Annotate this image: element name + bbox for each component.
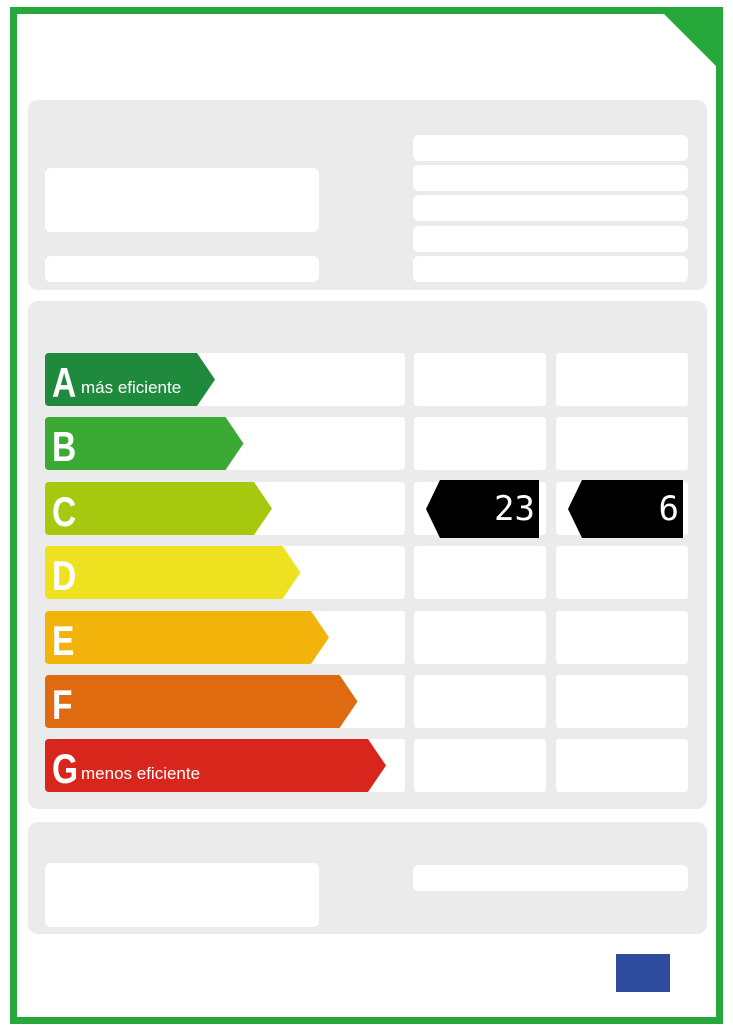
emisiones-cell-e <box>556 611 688 664</box>
registro-fecha-field <box>413 865 688 891</box>
grade-letter-g: G <box>52 746 79 792</box>
cp-field <box>413 226 688 252</box>
municipio-field <box>413 195 688 221</box>
emisiones-value-tag-text: 6 <box>658 489 679 529</box>
eu-flag-icon <box>616 954 670 992</box>
tipo-field <box>413 135 688 161</box>
grade-letter-c: C <box>52 489 77 535</box>
corner-fold-icon <box>657 7 723 73</box>
emisiones-cell-g <box>556 739 688 792</box>
emisiones-cell-f <box>556 675 688 728</box>
emisiones-cell-b <box>556 417 688 470</box>
consumo-cell-b <box>414 417 546 470</box>
normativa-field <box>45 168 319 232</box>
consumo-cell-a <box>414 353 546 406</box>
grade-arrow-a <box>45 353 215 406</box>
grade-arrow-c <box>45 482 272 535</box>
consumo-value-tag <box>426 480 539 538</box>
direccion-field <box>413 165 688 191</box>
registro-numero-field <box>45 863 319 927</box>
emisiones-cell-d <box>556 546 688 599</box>
consumo-cell-g <box>414 739 546 792</box>
consumo-value-tag-text: 23 <box>494 489 535 529</box>
grade-letter-f: F <box>52 682 73 728</box>
grade-letter-b: B <box>52 424 77 470</box>
grade-arrow-d <box>45 546 301 599</box>
grade-letter-a: A <box>52 360 77 406</box>
consumo-cell-e <box>414 611 546 664</box>
grade-text-g: menos eficiente <box>81 764 201 783</box>
autonoma-field <box>413 256 688 282</box>
grade-arrow-g <box>45 739 386 792</box>
grade-arrow-b <box>45 417 244 470</box>
emisiones-cell-a <box>556 353 688 406</box>
grade-letter-e: E <box>52 618 75 664</box>
grade-letter-d: D <box>52 553 77 599</box>
referencia-field <box>45 256 319 282</box>
consumo-cell-f <box>414 675 546 728</box>
grade-text-a: más eficiente <box>81 378 182 397</box>
grade-arrow-e <box>45 611 329 664</box>
grade-arrow-f <box>45 675 358 728</box>
consumo-cell-d <box>414 546 546 599</box>
emisiones-value-tag <box>568 480 683 538</box>
